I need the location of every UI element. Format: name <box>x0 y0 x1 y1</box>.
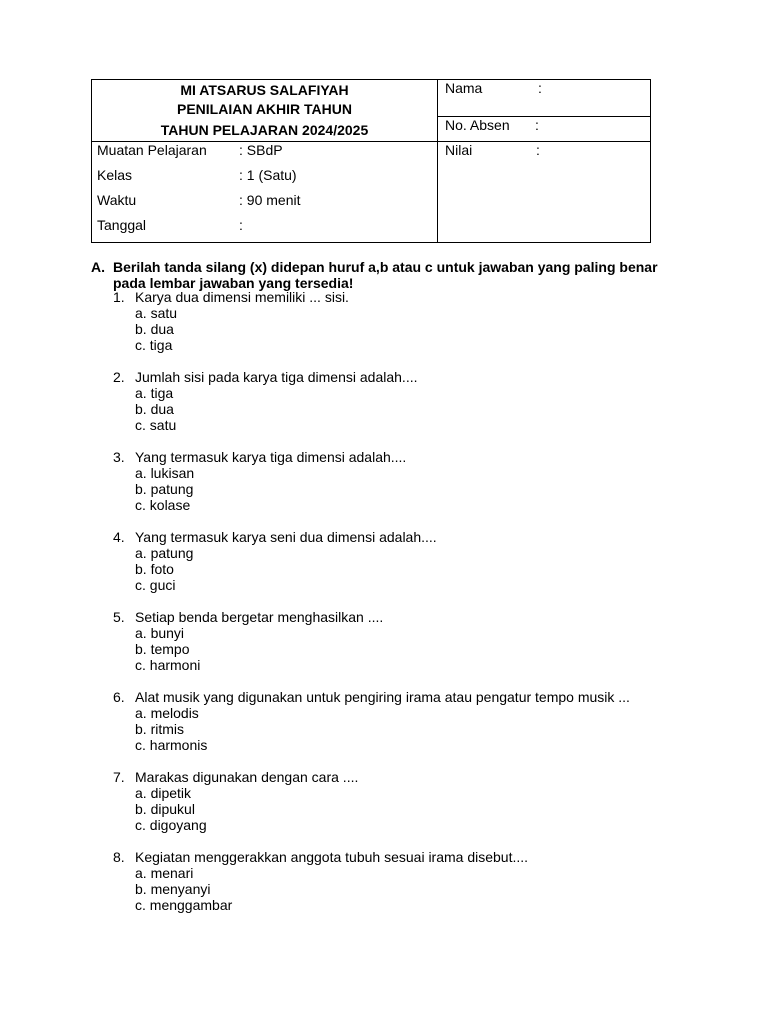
answer-option: c. harmoni <box>135 657 201 674</box>
answer-option: b. menyanyi <box>135 881 211 898</box>
answer-option: a. lukisan <box>135 465 195 481</box>
section-letter: A. <box>91 259 105 275</box>
school-name: MI ATSARUS SALAFIYAH <box>180 82 349 98</box>
field-label-class: Kelas <box>97 167 133 183</box>
answer-option: b. dua <box>135 401 174 418</box>
absen-cell <box>438 117 650 142</box>
field-value-subject: : SBdP <box>239 142 283 158</box>
answer-option: a. tiga <box>135 385 174 401</box>
answer-option: b. dua <box>135 321 174 338</box>
option-list <box>135 465 194 514</box>
question-number: 2. <box>113 369 125 385</box>
option-list <box>135 305 177 354</box>
answer-option: b. foto <box>135 561 174 578</box>
exam-info-cell <box>92 142 438 242</box>
option-list <box>135 625 200 674</box>
question-text: Kegiatan menggerakkan anggota tubuh sesuai irama disebut.... <box>135 849 529 865</box>
nama-colon: : <box>538 80 542 96</box>
question-number: 6. <box>113 689 125 705</box>
question-number: 3. <box>113 449 125 465</box>
question-text: Karya dua dimensi memiliki ... sisi. <box>135 289 349 305</box>
nilai-cell <box>438 142 650 242</box>
answer-option: c. harmonis <box>135 737 208 754</box>
question-number: 5. <box>113 609 125 625</box>
answer-option: a. menari <box>135 865 194 881</box>
nilai-colon: : <box>536 142 540 158</box>
question-text: Setiap benda bergetar menghasilkan .... <box>135 609 384 625</box>
exam-name: PENILAIAN AKHIR TAHUN <box>177 101 352 117</box>
answer-option: c. menggambar <box>135 897 233 914</box>
absen-label: No. Absen <box>445 117 510 133</box>
absen-colon: : <box>535 117 539 133</box>
nama-label: Nama <box>445 80 483 96</box>
field-value-date: : <box>239 217 243 233</box>
answer-option: c. satu <box>135 417 177 434</box>
academic-year: TAHUN PELAJARAN 2024/2025 <box>160 122 369 138</box>
answer-option: a. patung <box>135 545 194 561</box>
field-label-time: Waktu <box>97 192 137 208</box>
answer-option: a. bunyi <box>135 625 185 641</box>
answer-option: a. satu <box>135 305 178 321</box>
question-number: 4. <box>113 529 125 545</box>
nama-cell <box>438 80 650 117</box>
answer-option: c. guci <box>135 577 176 594</box>
field-label-subject: Muatan Pelajaran <box>97 142 207 158</box>
answer-option: a. dipetik <box>135 785 192 801</box>
answer-option: b. dipukul <box>135 801 195 818</box>
option-list <box>135 865 232 914</box>
option-list <box>135 705 207 754</box>
answer-option: c. kolase <box>135 497 191 514</box>
section-instruction: Berilah tanda silang (x) didepan huruf a,b atau c untuk jawaban yang paling benar pada lembar jawaban yang tersedia! <box>113 259 658 291</box>
question-number: 7. <box>113 769 125 785</box>
answer-option: b. tempo <box>135 641 190 658</box>
question-text: Jumlah sisi pada karya tiga dimensi adalah.... <box>135 369 418 385</box>
question-text: Yang termasuk karya tiga dimensi adalah.... <box>135 449 407 465</box>
question-text: Marakas digunakan dengan cara .... <box>135 769 359 785</box>
header-table <box>91 79 651 243</box>
field-label-date: Tanggal <box>97 217 147 233</box>
question-text: Yang termasuk karya seni dua dimensi adalah.... <box>135 529 437 545</box>
option-list <box>135 785 207 834</box>
answer-option: c. tiga <box>135 337 173 354</box>
field-value-time: : 90 menit <box>239 192 301 208</box>
answer-option: b. ritmis <box>135 721 184 738</box>
answer-option: b. patung <box>135 481 194 498</box>
question-number: 8. <box>113 849 125 865</box>
question-text: Alat musik yang digunakan untuk pengiring irama atau pengatur tempo musik ... <box>135 689 630 705</box>
option-list <box>135 385 176 434</box>
field-value-class: : 1 (Satu) <box>239 167 297 183</box>
answer-option: c. digoyang <box>135 817 207 834</box>
answer-option: a. melodis <box>135 705 199 721</box>
nilai-label: Nilai <box>445 142 473 158</box>
header-title-cell <box>92 80 438 142</box>
option-list <box>135 545 193 594</box>
question-number: 1. <box>113 289 125 305</box>
